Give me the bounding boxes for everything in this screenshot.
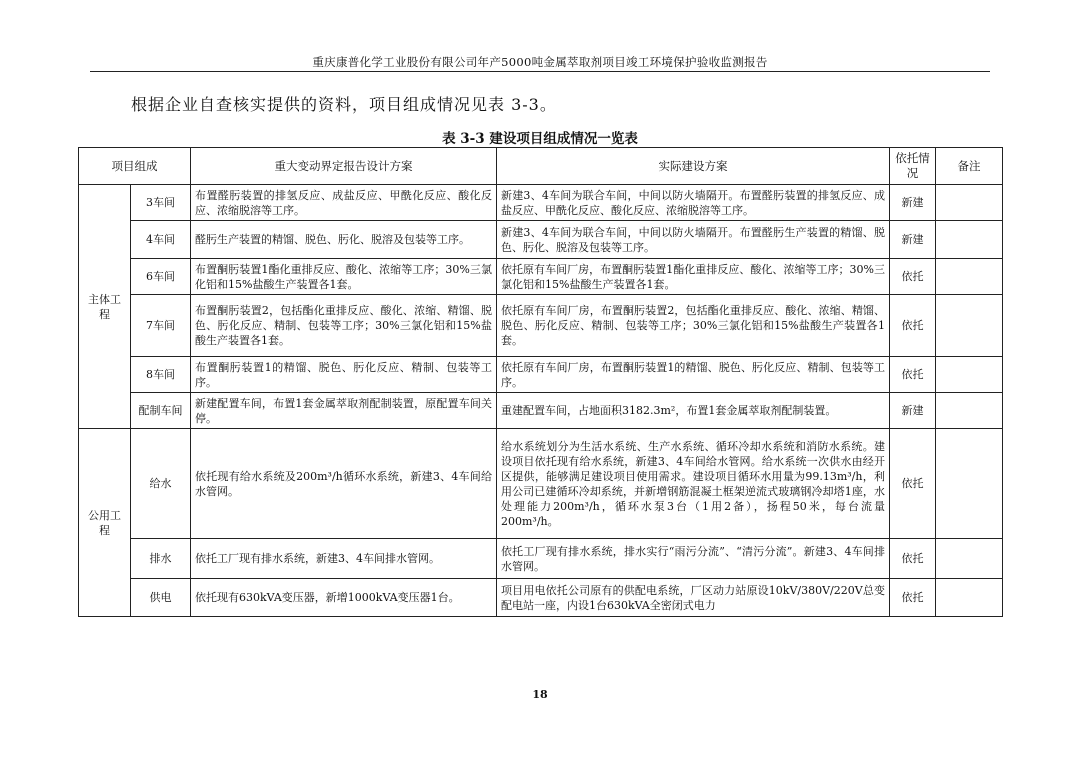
group-label: 公用工程: [79, 429, 131, 617]
row-design: 布置酮肟装置1的精馏、脱色、肟化反应、精制、包装等工序。: [191, 357, 497, 393]
row-design: 依托现有630kVA变压器，新增1000kVA变压器1台。: [191, 579, 497, 617]
header-design: 重大变动界定报告设计方案: [191, 148, 497, 185]
header-rule: [90, 71, 990, 72]
intro-paragraph: 根据企业自查核实提供的资料，项目组成情况见表 3-3。: [131, 95, 557, 114]
row-actual: 依托原有车间厂房，布置酮肟装置2，包括酯化重排反应、酸化、浓缩、精馏、脱色、肟化反应、精制、包装等工序；30%三氯化铝和15%盐酸生产装置各1套。: [497, 295, 890, 357]
row-design: 醛肟生产装置的精馏、脱色、肟化、脱溶及包装等工序。: [191, 221, 497, 259]
row-design: 依托工厂现有排水系统，新建3、4车间排水管网。: [191, 539, 497, 579]
row-relation: 依托: [890, 259, 936, 295]
row-remark: [936, 185, 1003, 221]
row-item: 配制车间: [131, 393, 191, 429]
table-row: [79, 357, 1003, 393]
row-actual: 依托原有车间厂房，布置酮肟装置1酯化重排反应、酸化、浓缩等工序；30%三氯化铝和15%盐酸生产装置各1套。: [497, 259, 890, 295]
row-item: 6车间: [131, 259, 191, 295]
row-remark: [936, 259, 1003, 295]
table-row: [79, 259, 1003, 295]
row-item: 8车间: [131, 357, 191, 393]
page-number: 18: [532, 688, 548, 701]
row-relation: 依托: [890, 579, 936, 617]
row-actual: 新建3、4车间为联合车间，中间以防火墙隔开。布置醛肟生产装置的精馏、脱色、肟化、脱溶及包装等工序。: [497, 221, 890, 259]
row-remark: [936, 429, 1003, 539]
row-remark: [936, 393, 1003, 429]
header-actual: 实际建设方案: [497, 148, 890, 185]
row-relation: 依托: [890, 539, 936, 579]
header-composition: 项目组成: [79, 148, 191, 185]
row-item: 4车间: [131, 221, 191, 259]
row-design: 布置酮肟装置1酯化重排反应、酸化、浓缩等工序；30%三氯化铝和15%盐酸生产装置各1套。: [191, 259, 497, 295]
table-row: [79, 429, 1003, 539]
row-actual: 依托工厂现有排水系统，排水实行“雨污分流”、“清污分流”。新建3、4车间排水管网。: [497, 539, 890, 579]
row-design: 布置酮肟装置2，包括酯化重排反应、酸化、浓缩、精馏、脱色、肟化反应、精制、包装等工序；30%三氯化铝和15%盐酸生产装置各1套。: [191, 295, 497, 357]
row-actual: 重建配置车间，占地面积3182.3m²，布置1套金属萃取剂配制装置。: [497, 393, 890, 429]
table-row: [79, 221, 1003, 259]
row-relation: 新建: [890, 221, 936, 259]
row-design: 依托现有给水系统及200m³/h循环水系统，新建3、4车间给水管网。: [191, 429, 497, 539]
table-row: [79, 539, 1003, 579]
row-actual: 依托原有车间厂房，布置酮肟装置1的精馏、脱色、肟化反应、精制、包装等工序。: [497, 357, 890, 393]
row-design: 新建配置车间，布置1套金属萃取剂配制装置，原配置车间关停。: [191, 393, 497, 429]
running-header: 重庆康普化学工业股份有限公司年产5000吨金属萃取剂项目竣工环境保护验收监测报告: [312, 55, 768, 69]
row-item: 给水: [131, 429, 191, 539]
row-relation: 依托: [890, 429, 936, 539]
row-actual: 新建3、4车间为联合车间，中间以防火墙隔开。布置醛肟装置的排氢反应、成盐反应、甲酰化反应、酸化反应、浓缩脱溶等工序。: [497, 185, 890, 221]
header-relation: 依托情况: [890, 148, 936, 185]
row-design: 布置醛肟装置的排氢反应、成盐反应、甲酰化反应、酸化反应、浓缩脱溶等工序。: [191, 185, 497, 221]
row-actual: 项目用电依托公司原有的供配电系统，厂区动力站原设10kV/380V/220V总变配电站一座，内设1台630kVA全密闭式电力: [497, 579, 890, 617]
table-row: [79, 295, 1003, 357]
header-remark: 备注: [936, 148, 1003, 185]
row-relation: 依托: [890, 295, 936, 357]
row-item: 7车间: [131, 295, 191, 357]
row-relation: 新建: [890, 185, 936, 221]
row-item: 3车间: [131, 185, 191, 221]
row-item: 排水: [131, 539, 191, 579]
row-remark: [936, 295, 1003, 357]
table-row: [79, 185, 1003, 221]
row-item: 供电: [131, 579, 191, 617]
table-row: [79, 393, 1003, 429]
table-caption: 表 3-3 建设项目组成情况一览表: [442, 131, 638, 147]
composition-table: [78, 147, 1003, 617]
row-remark: [936, 579, 1003, 617]
row-relation: 依托: [890, 357, 936, 393]
row-actual: 给水系统划分为生活水系统、生产水系统、循环冷却水系统和消防水系统。建设项目依托现有给水系统，新建3、4车间给水管网。给水系统一次供水由经开区提供，能够满足建设项目使用需求。建设项目循环水用量为99.13m³/h，利用公司已建循环冷却系统，并新增钢筋混凝土框架逆流式玻璃钢冷却塔1座，水处理能力200m³/h，循环水泵3台（1用2备），扬程50米，每台流量200m³/h。: [497, 429, 890, 539]
row-remark: [936, 221, 1003, 259]
row-remark: [936, 357, 1003, 393]
group-label: 主体工程: [79, 185, 131, 429]
row-remark: [936, 539, 1003, 579]
row-relation: 新建: [890, 393, 936, 429]
table-row: [79, 579, 1003, 617]
table-header-row: [79, 148, 1003, 185]
